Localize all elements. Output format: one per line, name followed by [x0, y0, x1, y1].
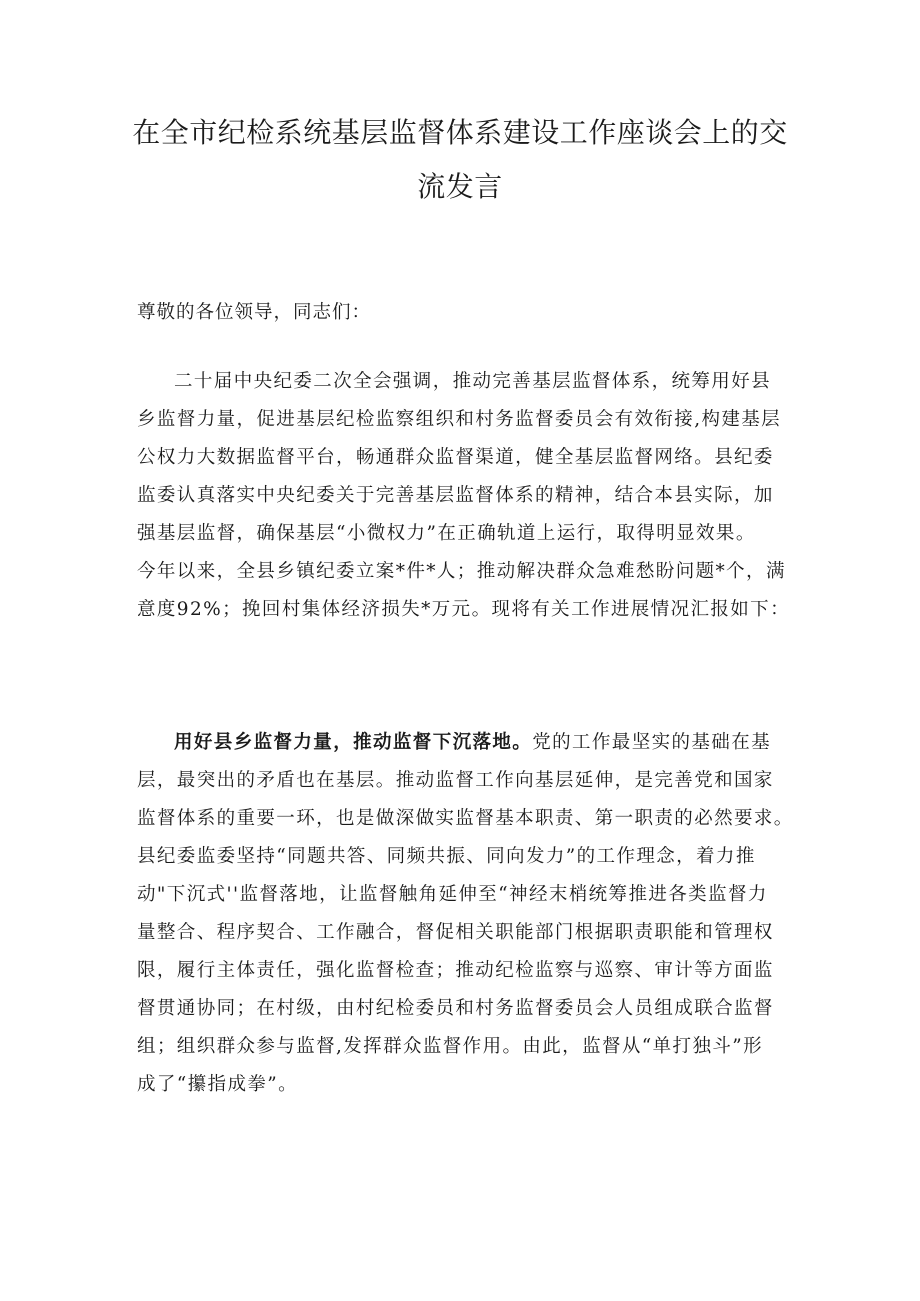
paragraph-1-line: 公权力大数据监督平台，畅通群众监督渠道，健全基层监督网络。县纪委 — [137, 447, 774, 468]
paragraph-1-line: 乡监督力量，促进基层纪检监察组织和村务监督委员会有效衔接,构建基层 — [137, 409, 782, 430]
paragraph-2-line: 组；组织群众参与监督,发挥群众监督作用。由此，监督从“单打独斗”形 — [137, 1036, 763, 1057]
paragraph-2-line: 县纪委监委坚持“同题共答、同频共振、同向发力”的工作理念，着力推 — [137, 846, 756, 867]
paragraph-2-line: 监督体系的重要一环，也是做深做实监督基本职责、第一职责的必然要求。 — [137, 808, 794, 829]
paragraph-1-line: 强基层监督，确保基层“小微权力”在正确轨道上运行，取得明显效果。 — [137, 523, 756, 544]
paragraph-1-line: 二十届中央纪委二次全会强调，推动完善基层监督体系，统筹用好县 — [174, 371, 772, 392]
paragraph-2-line: 动"下沉式''监督落地，让监督触角延伸至“神经末梢统筹推进各类监督力 — [137, 884, 768, 905]
paragraph-2-line: 层，最突出的矛盾也在基层。推动监督工作向基层延伸，是完善党和国家 — [137, 770, 774, 791]
title-line-2: 流发言 — [417, 170, 503, 203]
paragraph-2-lead-heading: 用好县乡监督力量，推动监督下沉落地。 — [174, 732, 533, 753]
paragraph-2 — [137, 724, 797, 1104]
paragraph-1-line: 监委认真落实中央纪委关于完善基层监督体系的精神，结合本县实际，加 — [137, 485, 774, 506]
title-line-1: 在全市纪检系统基层监督体系建设工作座谈会上的交 — [132, 116, 788, 149]
paragraph-1 — [137, 363, 797, 629]
salutation: 尊敬的各位领导，同志们： — [137, 302, 372, 323]
paragraph-2-line: 督贯通协同；在村级，由村纪检委员和村务监督委员会人员组成联合监督 — [137, 998, 774, 1019]
paragraph-2-first-line — [137, 724, 797, 762]
document-title — [120, 106, 800, 214]
paragraph-2-line: 量整合、程序契合、工作融合，督促相关职能部门根据职责职能和管理权 — [137, 922, 774, 943]
paragraph-2-line: 限，履行主体责任，强化监督检查；推动纪检监察与巡察、审计等方面监 — [137, 960, 774, 981]
paragraph-2-line: 成了“攥指成拳”。 — [137, 1074, 299, 1095]
paragraph-1-line: 今年以来，全县乡镇纪委立案*件*人；推动解决群众急难愁盼问题*个，满 — [137, 561, 786, 582]
paragraph-1-line: 意度92%；挽回村集体经济损失*万元。现将有关工作进展情况汇报如下： — [137, 599, 790, 620]
paragraph-2-first-line-rest: 党的工作最坚实的基础在基 — [532, 732, 772, 753]
